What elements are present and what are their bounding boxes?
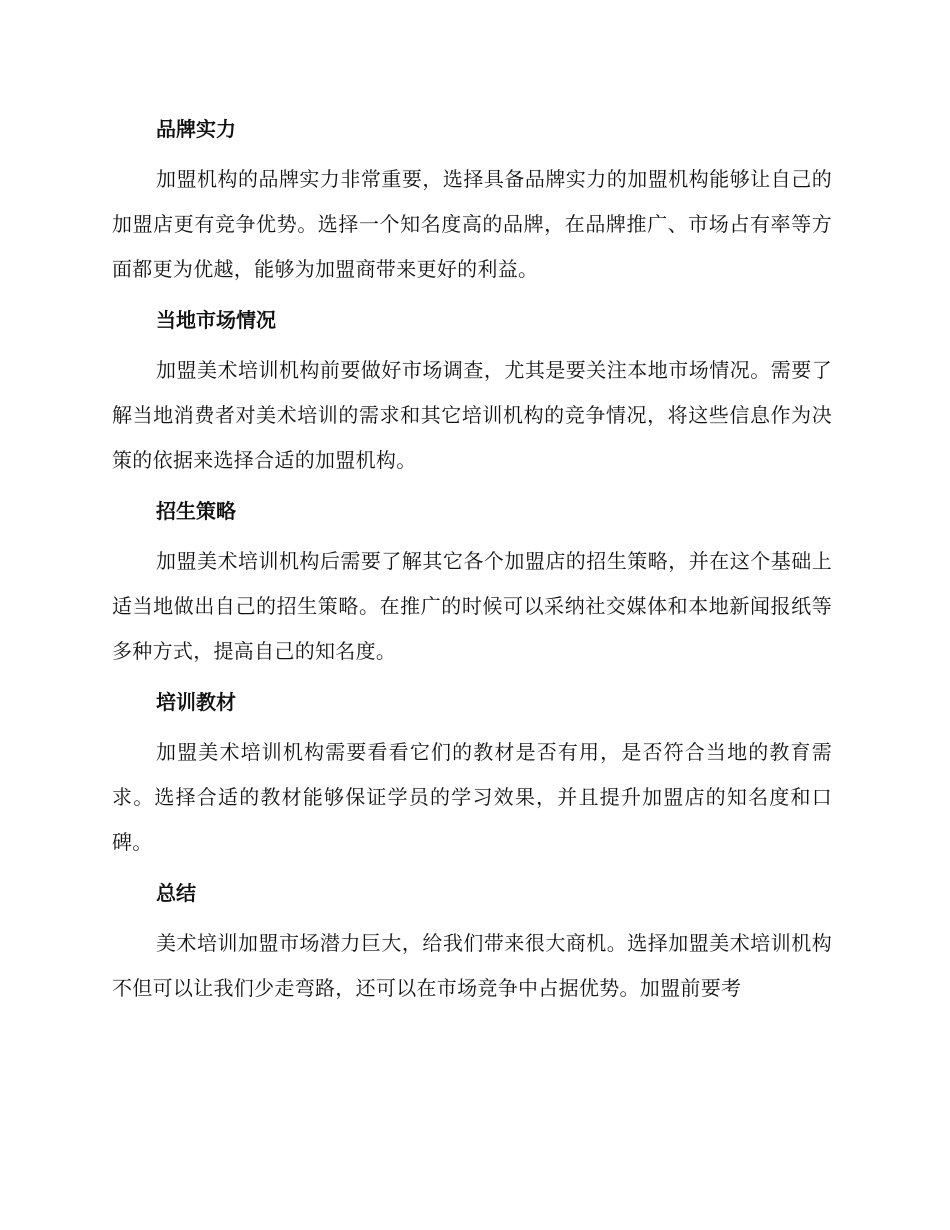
- heading-training-materials: 培训教材: [156, 690, 236, 714]
- heading-summary: 总结: [156, 881, 196, 905]
- heading-brand-strength: 品牌实力: [156, 117, 236, 141]
- paragraph-enrollment-strategy: 加盟美术培训机构后需要了解其它各个加盟店的招生策略，并在这个基础上适当地做出自己的招生策略。在推广的时候可以采纳社交媒体和本地新闻报纸等多种方式，提高自己的知名度。: [112, 549, 832, 663]
- paragraph-training-materials: 加盟美术培训机构需要看看它们的教材是否有用，是否符合当地的教育需求。选择合适的教材能够保证学员的学习效果，并且提升加盟店的知名度和口碑。: [112, 740, 832, 854]
- heading-local-market: 当地市场情况: [156, 308, 276, 332]
- paragraph-summary: 美术培训加盟市场潜力巨大，给我们带来很大商机。选择加盟美术培训机构不但可以让我们少走弯路，还可以在市场竞争中占据优势。加盟前要考: [112, 931, 832, 1000]
- paragraph-brand-strength: 加盟机构的品牌实力非常重要，选择具备品牌实力的加盟机构能够让自己的加盟店更有竞争优势。选择一个知名度高的品牌，在品牌推广、市场占有率等方面都更为优越，能够为加盟商带来更好的利益。: [112, 167, 832, 281]
- paragraph-local-market: 加盟美术培训机构前要做好市场调查，尤其是要关注本地市场情况。需要了解当地消费者对美术培训的需求和其它培训机构的竞争情况，将这些信息作为决策的依据来选择合适的加盟机构。: [112, 358, 832, 472]
- heading-enrollment-strategy: 招生策略: [156, 499, 236, 523]
